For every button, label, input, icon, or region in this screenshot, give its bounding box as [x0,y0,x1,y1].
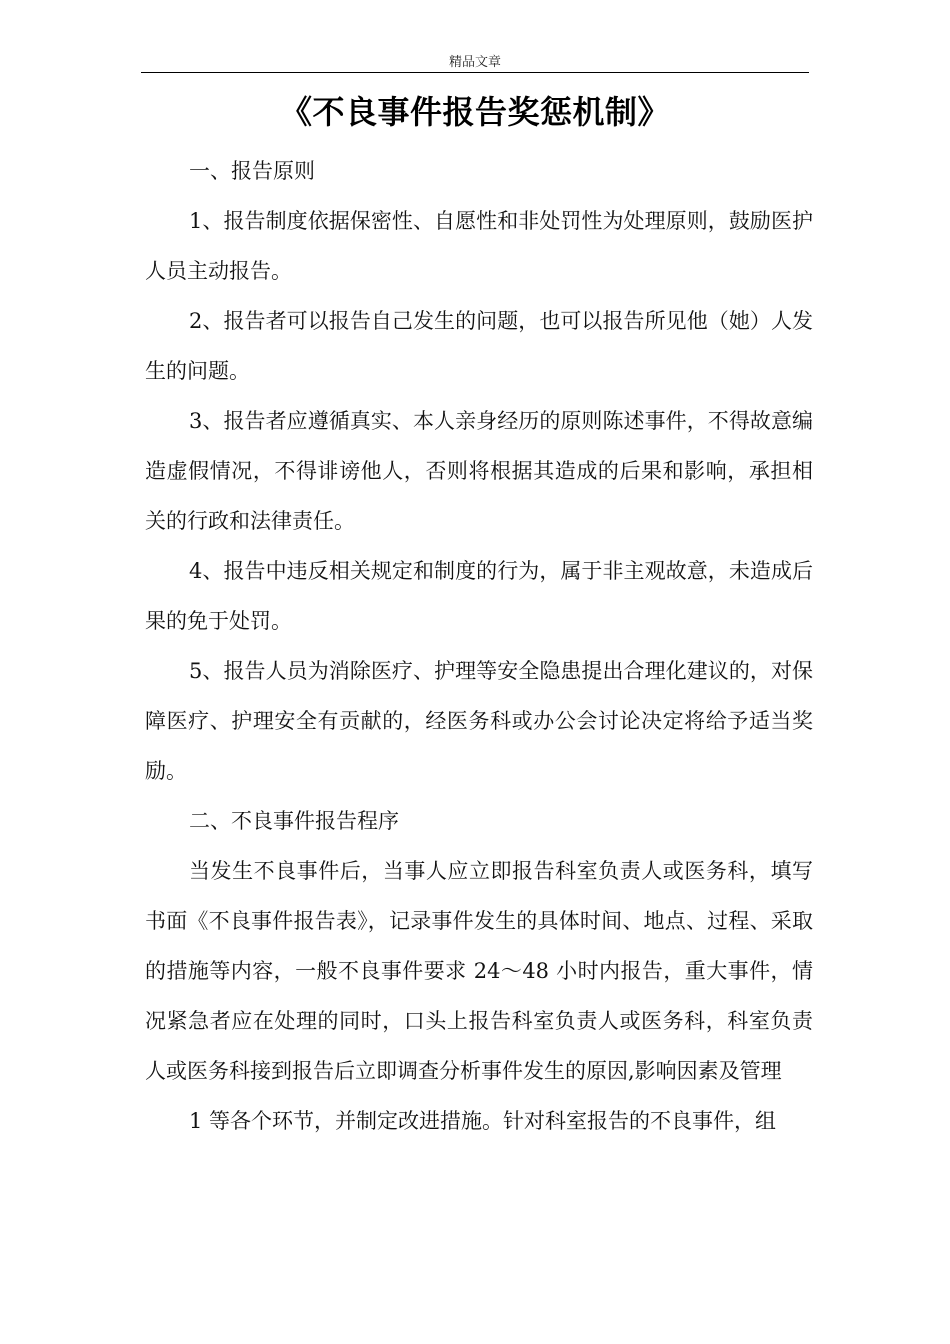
paragraph-principle-4: 4、报告中违反相关规定和制度的行为，属于非主观故意，未造成后果的免于处罚。 [145,559,813,633]
paragraph-procedure: 当发生不良事件后，当事人应立即报告科室负责人或医务科，填写书面《不良事件报告表》，记录事件发生的具体时间、地点、过程、采取的措施等内容，一般不良事件要求 24～48 小时内报告，重大事件，情况紧急者应在处理的同时，口头上报告科室负责人或医务科，科室负责人或医务科接到报告后立即调查分析事件发生的原因,影响因素及管理 [145,859,813,1083]
section-heading-report-procedure: 二、不良事件报告程序 [189,809,399,833]
paragraph-principle-3: 3、报告者应遵循真实、本人亲身经历的原则陈述事件，不得故意编造虚假情况，不得诽谤他人，否则将根据其造成的后果和影响，承担相关的行政和法律责任。 [145,409,813,533]
document-title: 《不良事件报告奖惩机制》 [279,93,670,131]
section-heading-report-principles: 一、报告原则 [189,159,315,183]
page-header-label: 精品文章 [448,55,501,70]
document-body [145,146,813,1146]
paragraph-procedure-continued: 1 等各个环节，并制定改进措施。针对科室报告的不良事件，组 [189,1109,777,1133]
header-divider [141,72,809,73]
paragraph-principle-5: 5、报告人员为消除医疗、护理等安全隐患提出合理化建议的，对保障医疗、护理安全有贡献的，经医务科或办公会讨论决定将给予适当奖励。 [145,659,813,783]
paragraph-principle-2: 2、报告者可以报告自己发生的问题，也可以报告所见他（她）人发生的问题。 [145,309,813,383]
paragraph-principle-1: 1、报告制度依据保密性、自愿性和非处罚性为处理原则，鼓励医护人员主动报告。 [145,209,813,283]
